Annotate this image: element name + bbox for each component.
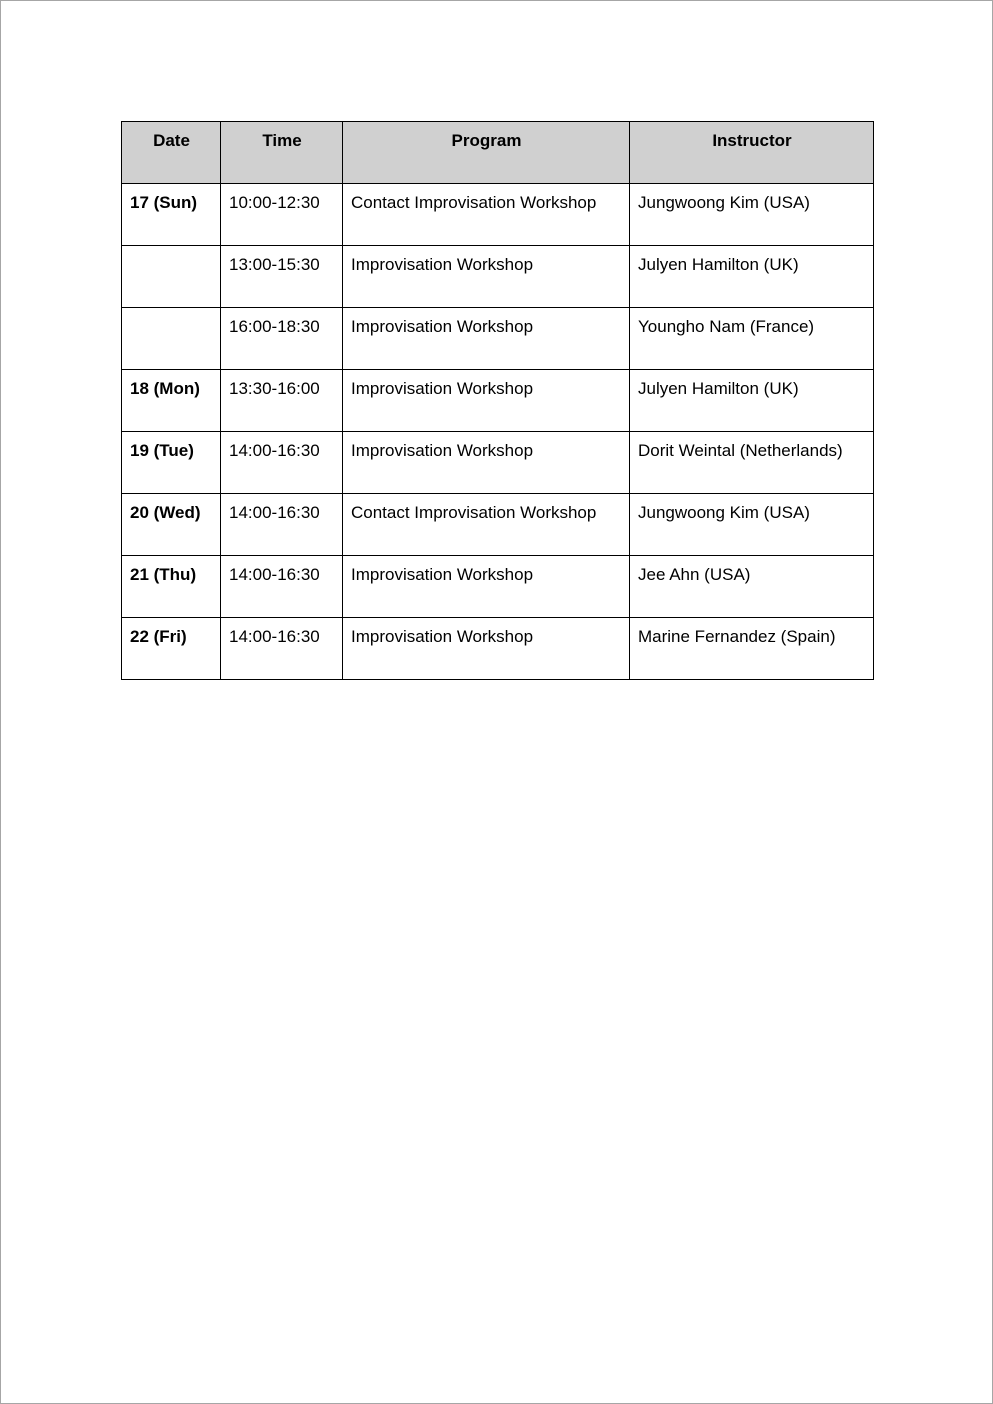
table-row <box>122 494 874 556</box>
cell-time: 10:00-12:30 <box>221 184 343 246</box>
cell-time: 16:00-18:30 <box>221 308 343 370</box>
cell-date: 17 (Sun) <box>122 184 221 246</box>
cell-time: 14:00-16:30 <box>221 432 343 494</box>
cell-program: Improvisation Workshop <box>343 370 630 432</box>
schedule-table <box>121 121 874 680</box>
cell-program: Contact Improvisation Workshop <box>343 184 630 246</box>
table-row <box>122 370 874 432</box>
cell-program: Improvisation Workshop <box>343 246 630 308</box>
cell-instructor: Jee Ahn (USA) <box>630 556 874 618</box>
cell-program: Improvisation Workshop <box>343 432 630 494</box>
cell-instructor: Julyen Hamilton (UK) <box>630 246 874 308</box>
table-row <box>122 184 874 246</box>
cell-program: Improvisation Workshop <box>343 556 630 618</box>
cell-time: 13:30-16:00 <box>221 370 343 432</box>
cell-instructor: Youngho Nam (France) <box>630 308 874 370</box>
table-row <box>122 432 874 494</box>
cell-date: 19 (Tue) <box>122 432 221 494</box>
table-row <box>122 246 874 308</box>
cell-program: Improvisation Workshop <box>343 308 630 370</box>
cell-date: 22 (Fri) <box>122 618 221 680</box>
cell-date: 21 (Thu) <box>122 556 221 618</box>
cell-date: 20 (Wed) <box>122 494 221 556</box>
cell-date <box>122 246 221 308</box>
header-time: Time <box>221 122 343 184</box>
cell-time: 13:00-15:30 <box>221 246 343 308</box>
cell-instructor: Marine Fernandez (Spain) <box>630 618 874 680</box>
cell-time: 14:00-16:30 <box>221 556 343 618</box>
cell-time: 14:00-16:30 <box>221 494 343 556</box>
cell-instructor: Jungwoong Kim (USA) <box>630 494 874 556</box>
header-instructor: Instructor <box>630 122 874 184</box>
table-row <box>122 618 874 680</box>
header-program: Program <box>343 122 630 184</box>
header-date: Date <box>122 122 221 184</box>
table-header-row <box>122 122 874 184</box>
cell-program: Contact Improvisation Workshop <box>343 494 630 556</box>
cell-date: 18 (Mon) <box>122 370 221 432</box>
table-row <box>122 556 874 618</box>
cell-program: Improvisation Workshop <box>343 618 630 680</box>
cell-instructor: Dorit Weintal (Netherlands) <box>630 432 874 494</box>
cell-date <box>122 308 221 370</box>
cell-instructor: Julyen Hamilton (UK) <box>630 370 874 432</box>
cell-instructor: Jungwoong Kim (USA) <box>630 184 874 246</box>
cell-time: 14:00-16:30 <box>221 618 343 680</box>
table-row <box>122 308 874 370</box>
